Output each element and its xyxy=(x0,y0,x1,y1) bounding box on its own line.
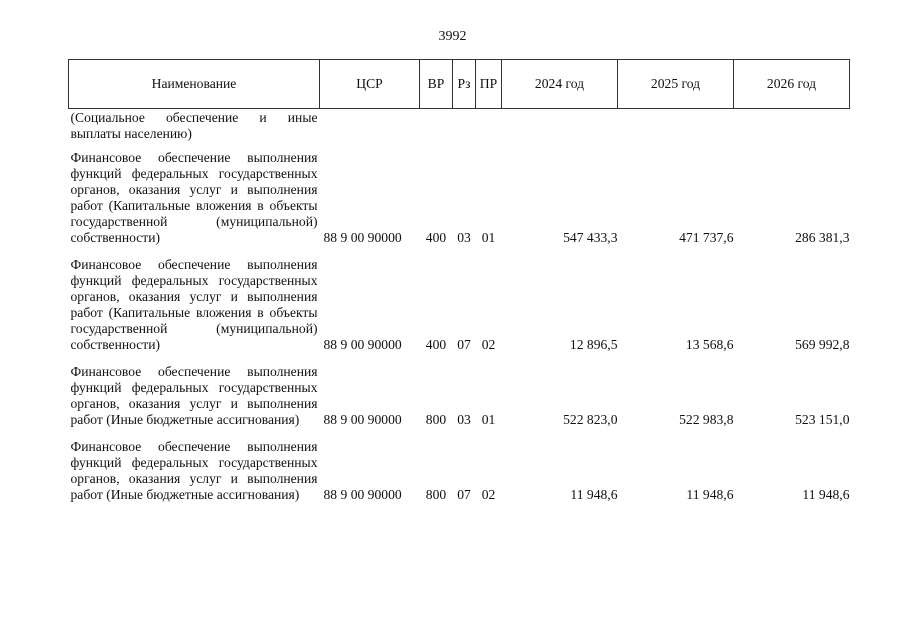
table-header-row xyxy=(69,60,850,109)
row-vr: 400 xyxy=(425,230,447,245)
row-2024: 522 823,0 xyxy=(563,412,618,427)
row-2024: 11 948,6 xyxy=(570,487,618,502)
row-name: Финансовое обеспечение выполнения функций федеральных государственных органов, оказания услуг и выполнения работ (Капитальные вложения в объекты государственной (муниципальной) собственности) xyxy=(70,150,318,245)
row-2026: 286 381,3 xyxy=(795,230,850,245)
row-vr: 800 xyxy=(425,487,447,502)
row-2025: 522 983,8 xyxy=(679,412,734,427)
header-vr: ВР xyxy=(420,60,453,109)
header-name: Наименование xyxy=(69,60,320,109)
row-vr: 400 xyxy=(425,337,447,352)
row-vr: 800 xyxy=(425,412,447,427)
row-pr: 01 xyxy=(481,230,496,245)
row-2025: 13 568,6 xyxy=(685,337,734,352)
table-row xyxy=(69,253,850,360)
header-rz: Рз xyxy=(453,60,476,109)
table-row xyxy=(69,360,850,435)
header-2026: 2026 год xyxy=(734,60,850,109)
row-2026: 569 992,8 xyxy=(795,337,850,352)
row-2026: 11 948,6 xyxy=(802,487,850,502)
row-pr: 02 xyxy=(481,337,496,352)
row-csr: 88 9 00 90000 xyxy=(323,487,402,502)
row-2024: 12 896,5 xyxy=(569,337,618,352)
row-rz: 03 xyxy=(457,230,471,245)
header-pr: ПР xyxy=(476,60,502,109)
row-csr: 88 9 00 90000 xyxy=(323,230,402,245)
row-2025: 471 737,6 xyxy=(679,230,734,245)
row-name: Финансовое обеспечение выполнения функций федеральных государственных органов, оказания услуг и выполнения работ (Иные бюджетные ассигнования) xyxy=(70,364,318,427)
row-2024: 547 433,3 xyxy=(563,230,618,245)
row-rz: 03 xyxy=(457,412,471,427)
row-csr: 88 9 00 90000 xyxy=(323,337,402,352)
budget-table xyxy=(68,59,850,510)
header-2025: 2025 год xyxy=(618,60,734,109)
row-rz: 07 xyxy=(457,337,471,352)
row-name: Финансовое обеспечение выполнения функций федеральных государственных органов, оказания услуг и выполнения работ (Капитальные вложения в объекты государственной (муниципальной) собственности) xyxy=(70,257,318,352)
row-pr: 01 xyxy=(481,412,496,427)
row-rz: 07 xyxy=(457,487,471,502)
header-2024: 2024 год xyxy=(502,60,618,109)
table-row xyxy=(69,435,850,510)
row-2026: 523 151,0 xyxy=(795,412,850,427)
continuation-text: (Социальное обеспечение и иные выплаты населению) xyxy=(70,110,318,141)
header-csr: ЦСР xyxy=(320,60,420,109)
table-row xyxy=(69,146,850,253)
row-pr: 02 xyxy=(481,487,496,502)
row-name: Финансовое обеспечение выполнения функций федеральных государственных органов, оказания услуг и выполнения работ (Иные бюджетные ассигнования) xyxy=(70,439,318,502)
table-row-continuation xyxy=(69,109,850,147)
row-2025: 11 948,6 xyxy=(686,487,734,502)
row-csr: 88 9 00 90000 xyxy=(323,412,402,427)
page-number: 3992 xyxy=(438,29,467,44)
